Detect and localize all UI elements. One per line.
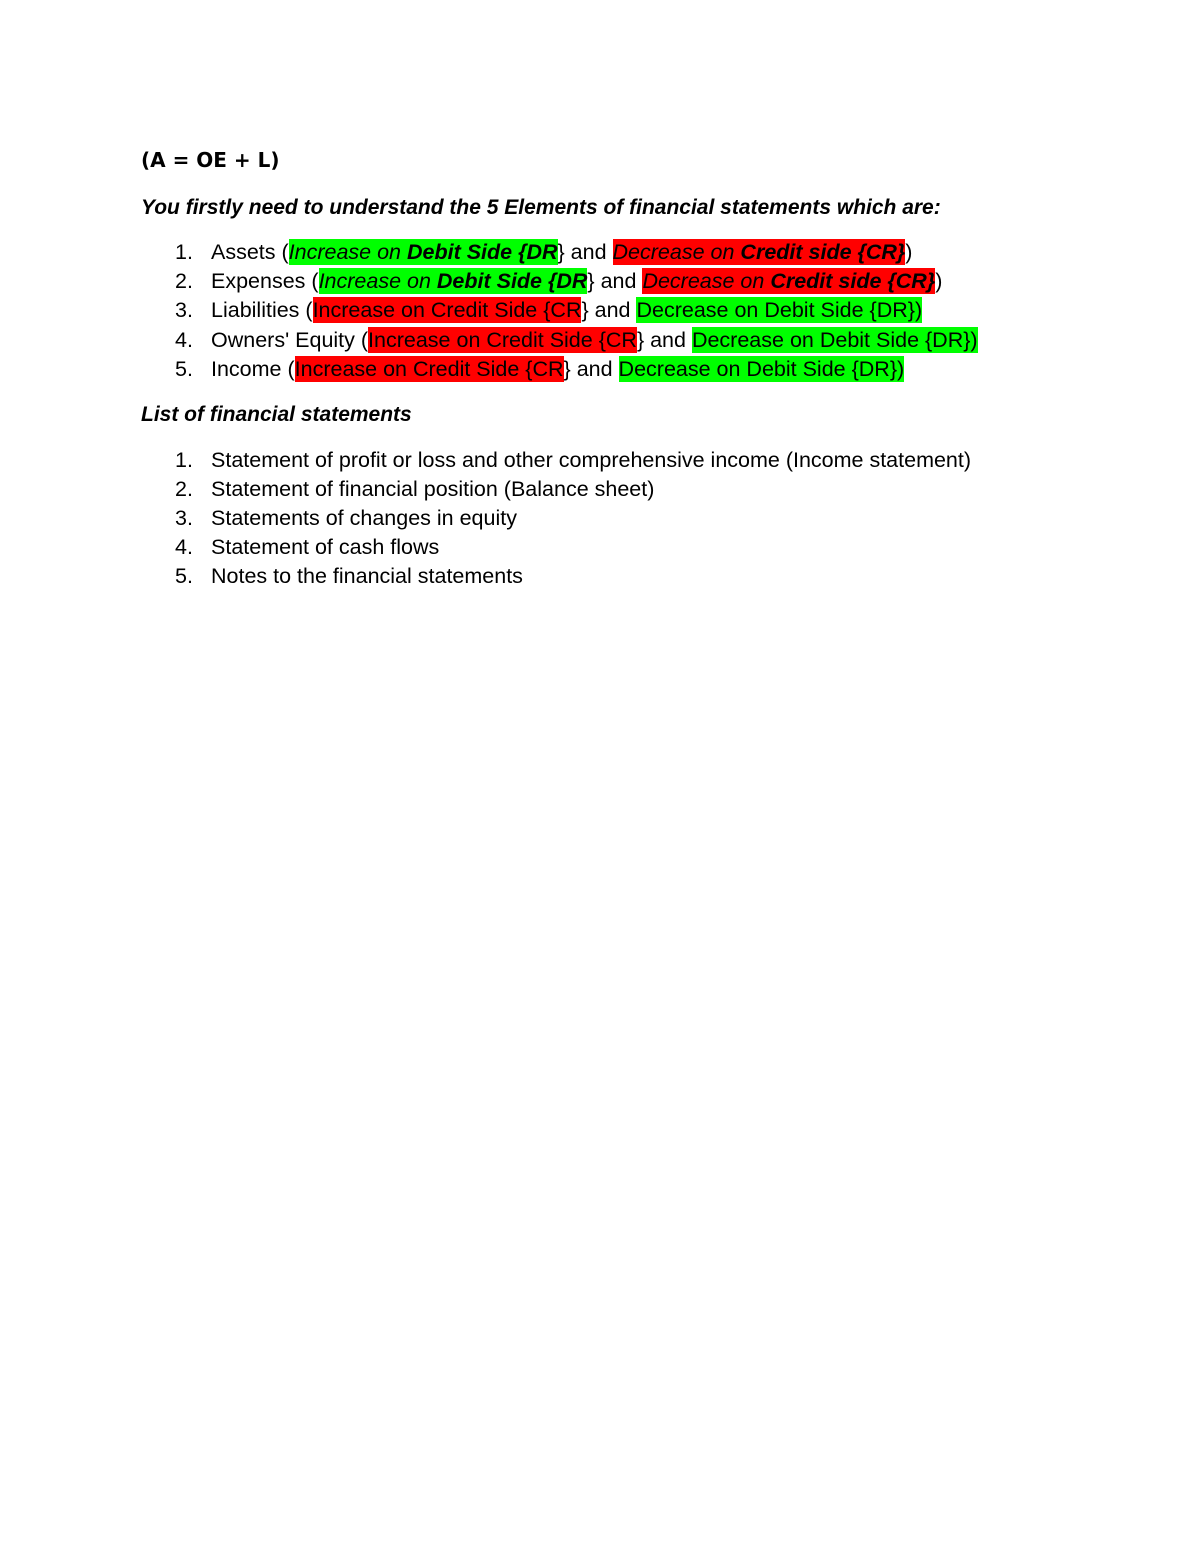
list-item-text xyxy=(211,326,978,355)
credit-side-label: Credit side {CR} xyxy=(770,269,936,294)
element-name: Income ( xyxy=(211,356,295,381)
list-number: 3. xyxy=(175,298,193,323)
closing-brace: } xyxy=(636,327,645,352)
increase-debit-highlight xyxy=(319,268,588,294)
decrease-credit-highlight xyxy=(642,268,935,294)
closing-brace: } xyxy=(587,269,595,294)
list-number: 1. xyxy=(175,240,193,264)
list-item-text: Statement of financial position (Balance sheet) xyxy=(211,476,655,501)
increase-label: Increase on xyxy=(318,269,437,294)
accounting-equation: (A = OE + L) xyxy=(141,148,280,172)
statements-heading: List of financial statements xyxy=(141,403,412,426)
increase-label: Increase on xyxy=(288,240,407,264)
closing-paren: ) xyxy=(905,240,913,264)
list-number: 3. xyxy=(175,505,193,530)
list-item-text: Statement of cash flows xyxy=(211,534,440,559)
connector-text: and xyxy=(564,240,613,264)
element-name: Expenses ( xyxy=(211,269,319,294)
decrease-credit-highlight xyxy=(613,239,906,265)
debit-side-label: Debit Side {DR xyxy=(406,240,558,264)
decrease-debit-highlight: Decrease on Debit Side {DR}) xyxy=(691,327,978,352)
credit-side-label: Credit side {CR} xyxy=(740,240,906,264)
list-number: 5. xyxy=(175,356,193,381)
list-number: 5. xyxy=(175,563,193,588)
list-number: 2. xyxy=(175,476,193,501)
increase-credit-highlight: Increase on Credit Side {CR xyxy=(294,356,564,381)
decrease-label: Decrease on xyxy=(612,240,741,264)
decrease-debit-highlight: Decrease on Debit Side {DR}) xyxy=(618,356,905,381)
increase-debit-highlight xyxy=(289,239,558,265)
element-name: Owners' Equity ( xyxy=(211,327,369,352)
increase-credit-highlight: Increase on Credit Side {CR xyxy=(368,327,637,352)
list-number: 1. xyxy=(175,448,193,472)
debit-side-label: Debit Side {DR xyxy=(436,269,588,294)
list-item-text xyxy=(211,355,904,384)
element-name: Liabilities ( xyxy=(211,298,313,323)
connector-text: and xyxy=(588,298,637,323)
increase-credit-highlight: Increase on Credit Side {CR xyxy=(312,298,582,323)
list-number: 4. xyxy=(175,534,193,559)
connector-text: and xyxy=(644,327,692,352)
closing-brace: } xyxy=(557,240,565,264)
list-item-text: Statements of changes in equity xyxy=(211,505,517,530)
list-item-text xyxy=(211,267,942,296)
connector-text: and xyxy=(594,269,643,294)
list-number: 2. xyxy=(175,269,193,294)
closing-brace: } xyxy=(581,298,589,323)
decrease-debit-highlight: Decrease on Debit Side {DR}) xyxy=(636,298,923,323)
list-item-text: Statement of profit or loss and other comprehensive income (Income statement) xyxy=(211,448,972,472)
closing-paren: ) xyxy=(935,269,943,294)
list-item-text xyxy=(211,238,912,267)
connector-text: and xyxy=(570,356,619,381)
list-number: 4. xyxy=(175,327,193,352)
element-name: Assets ( xyxy=(211,240,289,264)
list-item-text xyxy=(211,296,922,325)
list-item-text: Notes to the financial statements xyxy=(211,563,523,588)
decrease-label: Decrease on xyxy=(642,269,771,294)
closing-brace: } xyxy=(563,356,571,381)
elements-heading: You firstly need to understand the 5 Elements of financial statements which are: xyxy=(141,196,941,219)
